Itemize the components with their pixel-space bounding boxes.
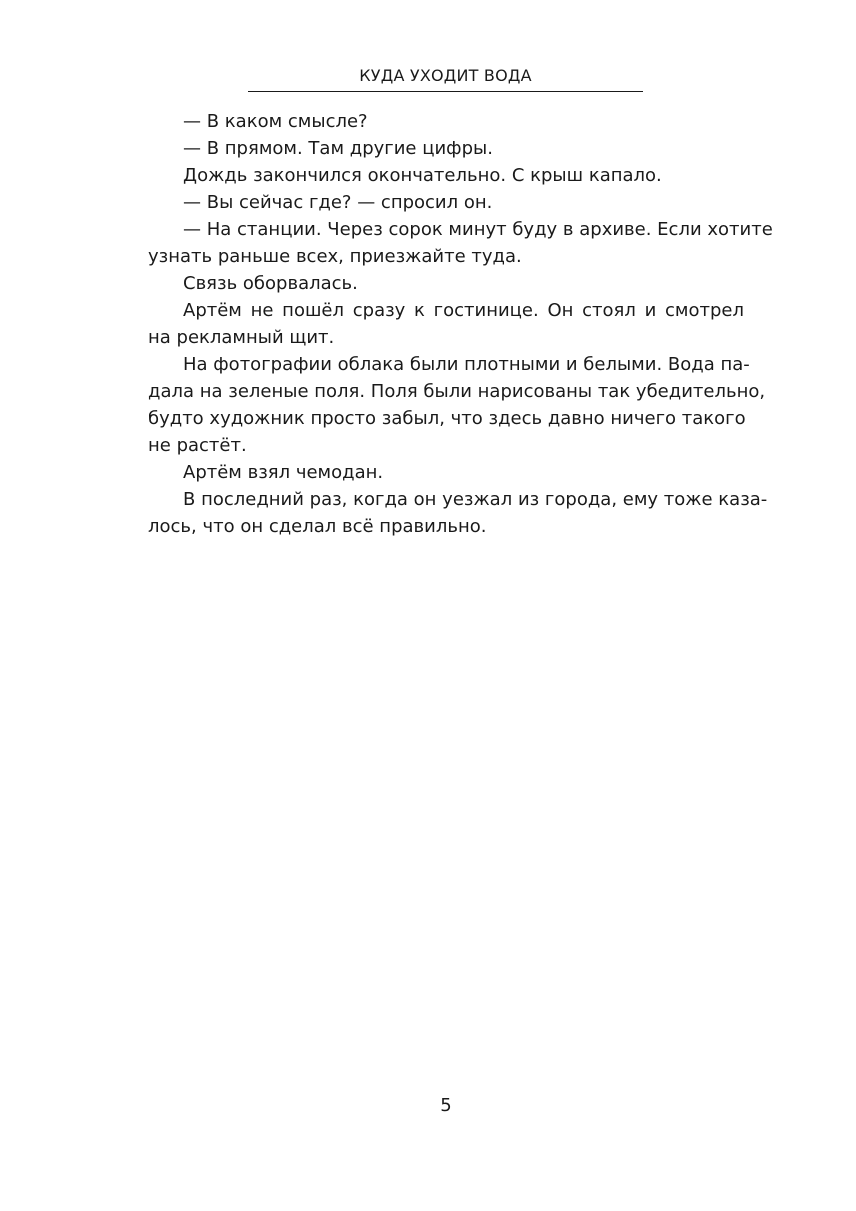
running-head-title: КУДА УХОДИТ ВОДА xyxy=(359,66,532,85)
text-line: будто художник просто забыл, что здесь давно ничего такого xyxy=(148,408,746,429)
text-line: Дождь закончился окончательно. С крыш капало. xyxy=(183,165,662,186)
body-text xyxy=(148,108,773,540)
text-line: лось, что он сделал всё правильно. xyxy=(148,516,487,537)
text-line: — На станции. Через сорок минут буду в архиве. Если хотите xyxy=(183,219,773,240)
text-line: Связь оборвалась. xyxy=(183,273,358,294)
text-line: Артём взял чемодан. xyxy=(183,462,384,483)
text-line: — Вы сейчас где? — спросил он. xyxy=(183,192,493,213)
page-number: 5 xyxy=(440,1095,452,1116)
text-line: на рекламный щит. xyxy=(148,327,335,348)
text-line: не растёт. xyxy=(148,435,247,456)
header-rule xyxy=(248,91,643,92)
text-line: На фотографии облака были плотными и белыми. Вода па- xyxy=(183,354,750,375)
text-line: — В прямом. Там другие цифры. xyxy=(183,138,493,159)
text-line: — В каком смысле? xyxy=(183,111,368,132)
text-line: Артём не пошёл сразу к гостинице. Он стоял и смотрел xyxy=(183,300,744,321)
text-line: узнать раньше всех, приезжайте туда. xyxy=(148,246,522,267)
text-line: В последний раз, когда он уезжал из города, ему тоже каза- xyxy=(183,489,768,510)
text-line: дала на зеленые поля. Поля были нарисованы так убедительно, xyxy=(148,381,766,402)
